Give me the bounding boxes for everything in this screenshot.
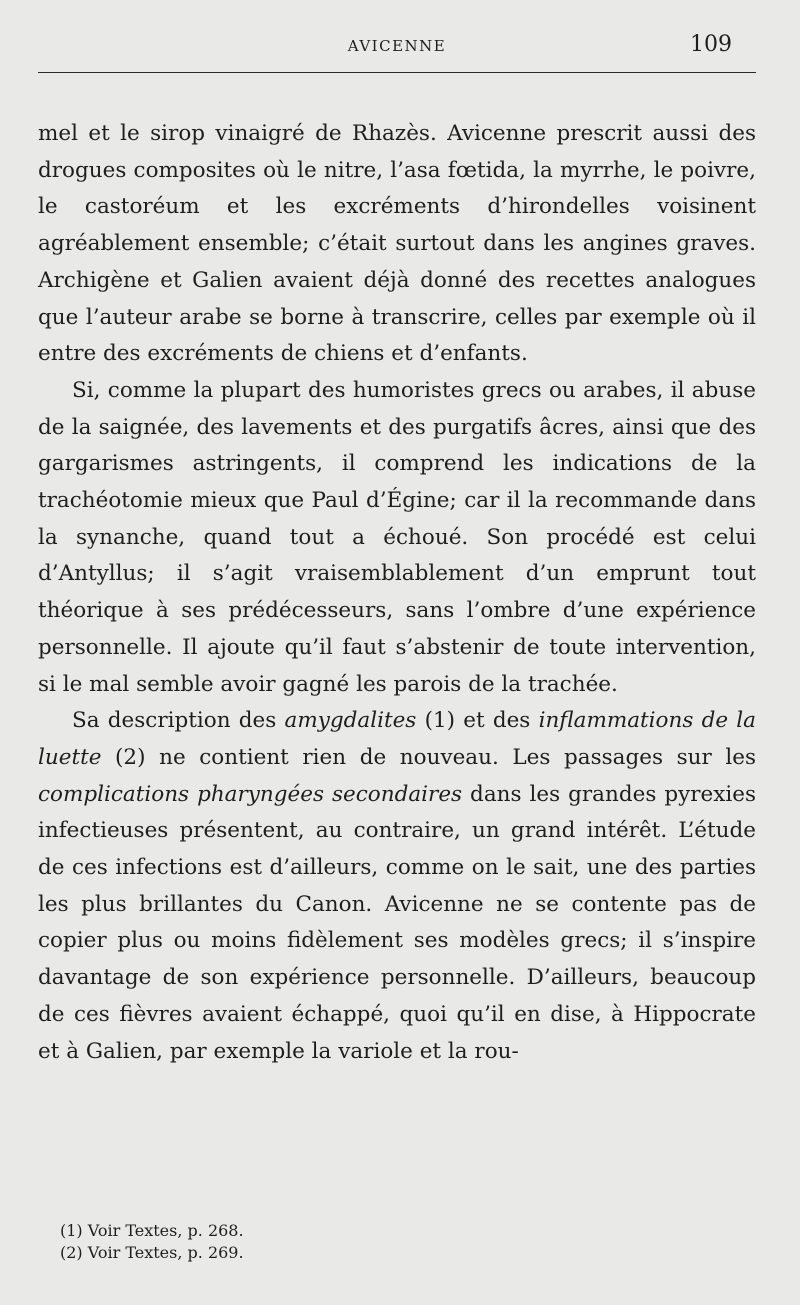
paragraph: [38, 703, 756, 1070]
header-rule: [38, 72, 756, 73]
text-run: (1) et des: [416, 708, 539, 734]
italic-term: amygdalites: [284, 708, 417, 734]
page-header: [38, 30, 756, 70]
text-run: (2) ne contient rien de nouveau. Les passages sur les: [101, 744, 756, 770]
footnotes: [60, 1220, 460, 1264]
running-head: AVICENNE: [347, 37, 447, 55]
text-run: mel et le sirop vinaigré de Rhazès. Avicenne prescrit aussi des drogues composites où le nitre, l’asa fœtida, la myrrhe, le poivre, le castoréum et les excréments d’hirondelles voisinent agréablement ensemble; c’était surtout dans les angines graves. Archigène et Galien avaient déjà donné des recettes analogues que l’auteur arabe se borne à transcrire, celles par exemple où il entre des excréments de chiens et d’enfants.: [38, 121, 756, 367]
text-run: Si, comme la plupart des humoristes grecs ou arabes, il abuse de la saignée, des lavements et des purgatifs âcres, ainsi que des gargarismes astringents, il comprend les indications de la trachéotomie mieux que Paul d’Égine; car il la recommande dans la synanche, quand tout a échoué. Son procédé est celui d’Antyllus; il s’agit vraisemblablement d’un emprunt tout théorique à ses prédécesseurs, sans l’ombre d’une expérience personnelle. Il ajoute qu’il faut s’abstenir de toute intervention, si le mal semble avoir gagné les parois de la trachée.: [38, 377, 756, 697]
paragraph: [38, 373, 756, 703]
italic-term: inflammations de la luette: [38, 708, 756, 770]
page-number: 109: [690, 32, 732, 57]
paragraph: [38, 116, 756, 373]
text-run: Sa description des: [72, 708, 285, 734]
italic-term: complications pharyngées secondaires: [38, 781, 463, 807]
footnote-1: (1) Voir Textes, p. 268.: [60, 1221, 244, 1240]
text-run: dans les grandes pyrexies infectieuses présentent, au contraire, un grand intérêt. L’étude de ces infections est d’ailleurs, comme on le sait, une des parties les plus brillantes du Canon. Avicenne ne se contente pas de copier plus ou moins fidèlement ses modèles grecs; il s’inspire davantage de son expérience personnelle. D’ailleurs, beaucoup de ces fièvres avaient échappé, quoi qu’il en dise, à Hippocrate et à Galien, par exemple la variole et la rou-: [38, 781, 756, 1064]
footnote-2: (2) Voir Textes, p. 269.: [60, 1243, 244, 1262]
body-text: [38, 116, 756, 1070]
